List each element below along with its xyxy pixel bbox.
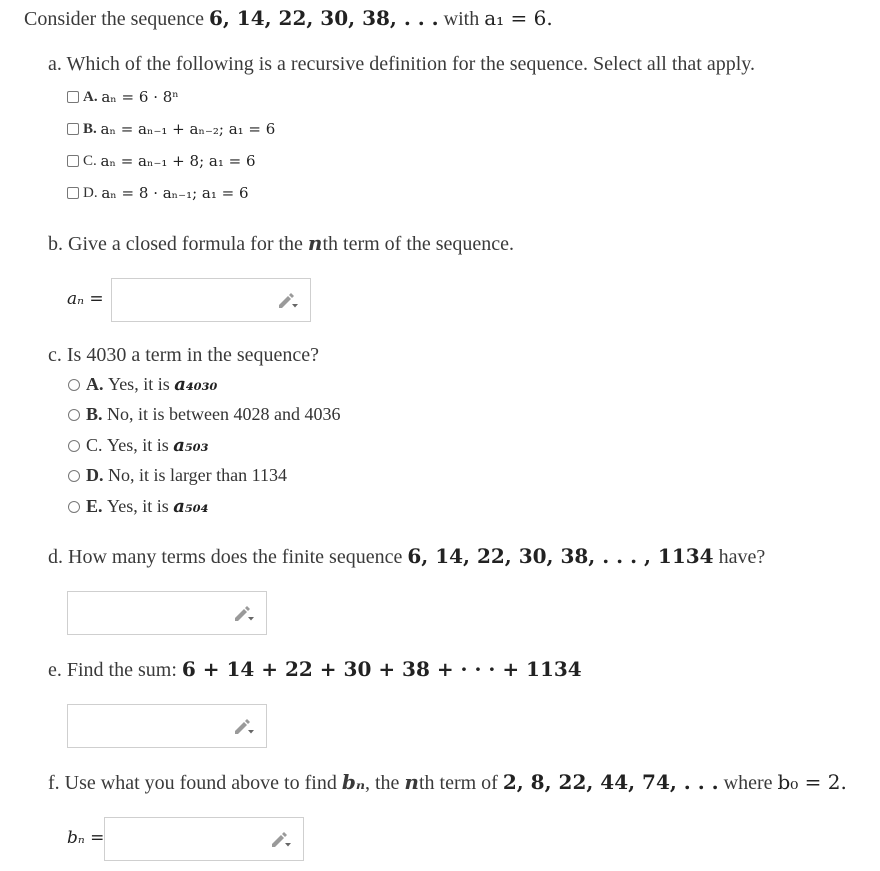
question-d-prompt: d. How many terms does the finite sequence 6, 14, 22, 30, 38, . . . , 1134 have? — [48, 544, 766, 568]
option-c-B[interactable]: B. No, it is between 4028 and 4036 — [68, 404, 340, 425]
answer-d-input[interactable] — [67, 591, 267, 635]
checkbox[interactable] — [67, 187, 79, 199]
option-a-C[interactable]: C. aₙ = aₙ₋₁ + 8; a₁ = 6 — [67, 152, 256, 170]
intro-condition: a₁ = 6. — [484, 6, 553, 30]
radio-button[interactable] — [68, 501, 80, 513]
answer-f-input[interactable] — [104, 817, 304, 861]
option-c-A[interactable]: A. Yes, it is a₄₀₃₀ — [68, 374, 217, 395]
option-c-E[interactable]: E. Yes, it is a₅₀₄ — [68, 496, 209, 517]
radio-button[interactable] — [68, 379, 80, 391]
answer-b-input[interactable] — [111, 278, 311, 322]
checkbox[interactable] — [67, 91, 79, 103]
checkbox[interactable] — [67, 123, 79, 135]
option-a-B[interactable]: B. aₙ = aₙ₋₁ + aₙ₋₂; a₁ = 6 — [67, 120, 275, 138]
answer-e-input[interactable] — [67, 704, 267, 748]
pencil-icon[interactable] — [269, 830, 291, 848]
option-a-A[interactable]: A. aₙ = 6 · 8ⁿ — [67, 88, 179, 106]
radio-button[interactable] — [68, 409, 80, 421]
radio-button[interactable] — [68, 440, 80, 452]
question-c-prompt: c. Is 4030 a term in the sequence? — [48, 344, 320, 366]
checkbox[interactable] — [67, 155, 79, 167]
option-c-D[interactable]: D. No, it is larger than 1134 — [68, 465, 287, 486]
option-a-D[interactable]: D. aₙ = 8 · aₙ₋₁; a₁ = 6 — [67, 184, 249, 202]
question-a-prompt: a. Which of the following is a recursive definition for the sequence. Select all that apply. — [48, 53, 755, 75]
answer-f-label: bₙ = — [67, 828, 105, 848]
intro-sequence: 6, 14, 22, 30, 38, . . . — [208, 6, 439, 30]
option-c-C[interactable]: C. Yes, it is a₅₀₃ — [68, 435, 209, 456]
question-f-prompt: f. Use what you found above to find bₙ, the nth term of 2, 8, 22, 44, 74, . . . where b₀ = 2. — [48, 770, 847, 794]
pencil-icon[interactable] — [232, 717, 254, 735]
intro-line: Consider the sequence 6, 14, 22, 30, 38, . . . with a₁ = 6. — [24, 6, 553, 30]
pencil-icon[interactable] — [232, 604, 254, 622]
answer-b-label: aₙ = — [67, 289, 104, 309]
question-e-prompt: e. Find the sum: 6 + 14 + 22 + 30 + 38 + · · · + 1134 — [48, 657, 582, 681]
pencil-icon[interactable] — [276, 291, 298, 309]
question-b-prompt: b. Give a closed formula for the nth term of the sequence. — [48, 231, 515, 255]
radio-button[interactable] — [68, 470, 80, 482]
